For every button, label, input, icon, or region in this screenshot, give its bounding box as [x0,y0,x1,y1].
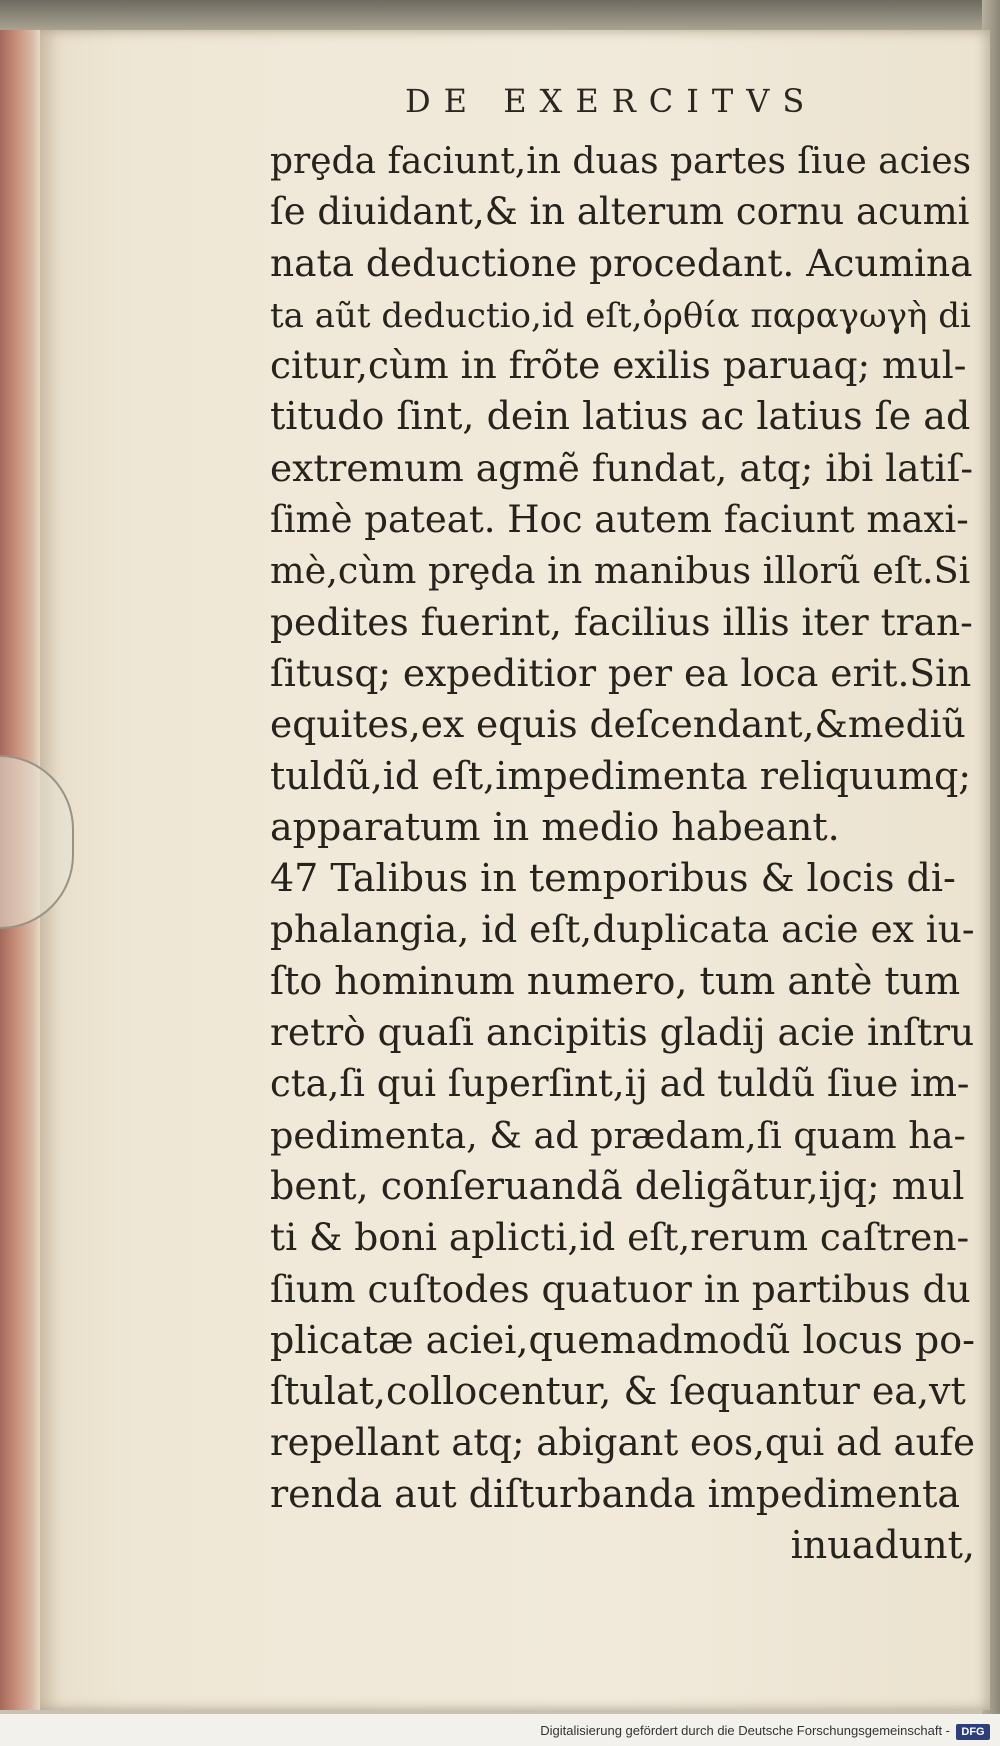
text-line: renda aut diſturbanda impedimenta [270,1471,961,1516]
text-line: ſimè pateat. Hoc autem faciunt maxi- [270,498,969,542]
text-line: cta,ſi qui ſuperſint,ij ad tuldũ ſiue im- [270,1062,970,1106]
text-line: pedimenta, & ad prædam,ſi quam ha- [270,1113,966,1157]
text-line: apparatum in medio habeant. [270,804,840,849]
text-line: pedites fuerint, facilius illis iter tran- [270,599,973,644]
text-line: titudo ſint, dein latius ac latius ſe ad [270,394,971,439]
footer-credit: Digitalisierung gefördert durch die Deutsche Forschungsgemeinschaft - [540,1723,950,1738]
text-line: plicatæ aciei,quemadmodũ locus po- [270,1317,975,1362]
dfg-logo: DFG [956,1724,990,1740]
text-line: bent, conſeruandã deligãtur,ijq; mul [270,1163,965,1208]
running-head: DE EXERCITVS [405,82,818,120]
text-line: ſto hominum numero, tum antè tum [270,958,961,1003]
text-line: ſium cuſtodes quatuor in partibus du [270,1266,971,1311]
text-line: prȩda faciunt,in duas partes ſiue acies [270,141,972,182]
text-line: ſe diuidant,& in alterum cornu acumi [270,190,970,234]
text-line: equites,ex equis deſcendant,&mediũ [270,702,966,747]
text-line: repellant atq; abigant eos,qui ad aufe [270,1421,975,1465]
body-text [270,135,975,1571]
text-line: phalangia, id eſt,duplicata acie ex iu- [270,907,975,952]
text-line: extremum agmẽ fundat, atq; ibi latiſ- [270,445,974,490]
text-line: nata deductione procedant. Acumina [270,240,973,285]
catchword: inuadunt, [790,1523,975,1568]
text-line: citur,cùm in frõte exilis paruaq; mul- [270,343,967,388]
text-line: ſitusq; expeditior per ea loca erit.Sin [270,650,972,695]
text-line: ti & boni aplicti,id eſt,rerum caſtren- [270,1215,970,1260]
text-line: ſtulat,collocentur, & ſequantur ea,vt [270,1369,966,1414]
text-line: tuldũ,id eſt,impedimenta reliquumq; [270,753,972,798]
text-line: mè,cùm prȩda in manibus illorũ eſt.Si [270,549,971,593]
scan-background-top [0,0,1000,30]
text-line: ta aũt deductio,id eſt,ὀρθία παραγωγὴ di [270,295,971,336]
text-line: retrò quaſi ancipitis gladij acie inſtru [270,1010,975,1055]
footer-bar [0,1714,1000,1746]
text-line: 47 Talibus in temporibus & locis di- [270,856,956,901]
